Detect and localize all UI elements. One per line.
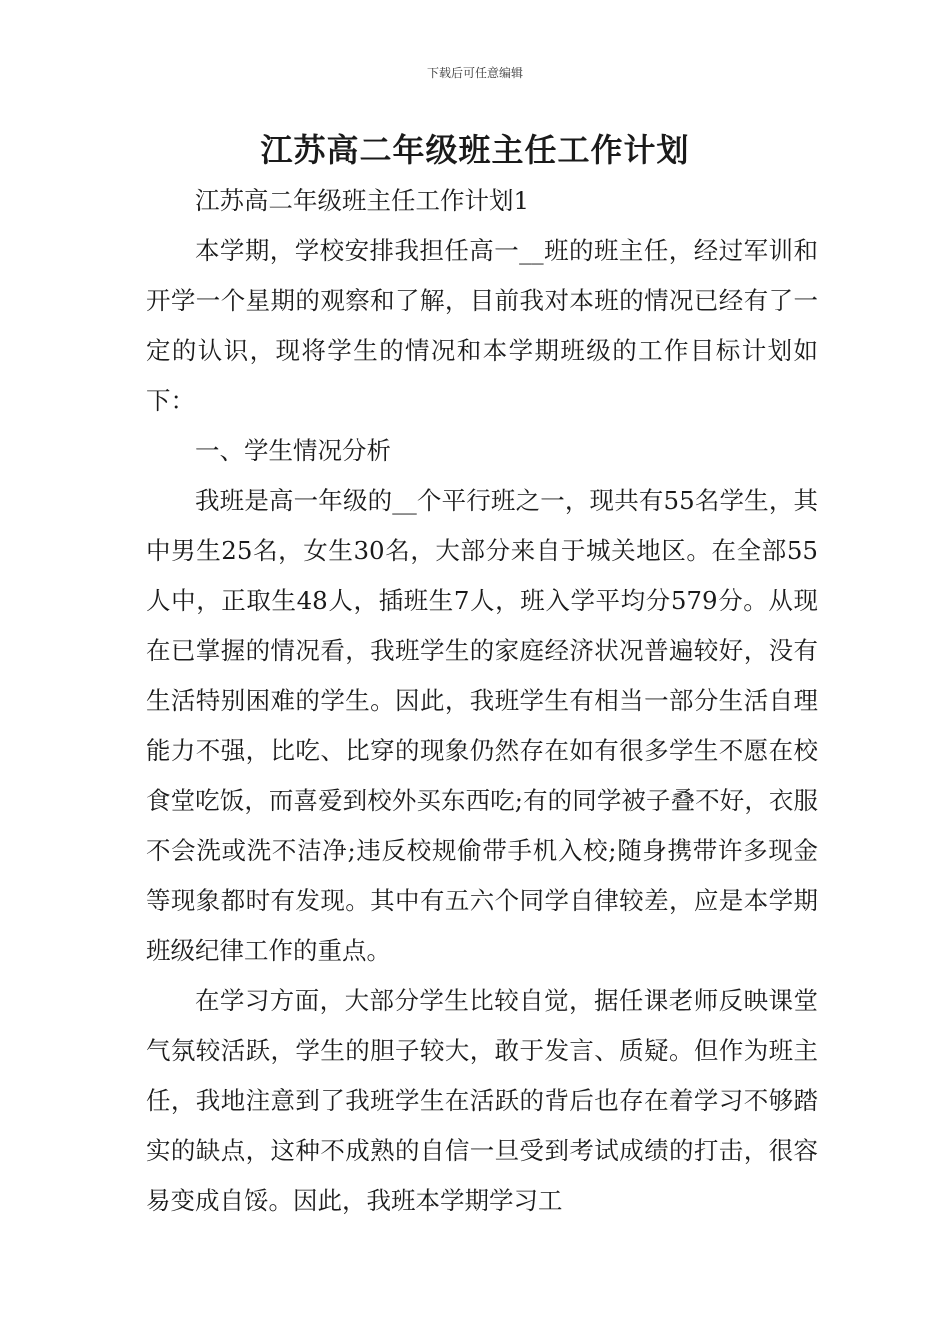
header-note: 下载后可任意编辑 xyxy=(426,66,523,80)
subtitle-paragraph: 江苏高二年级班主任工作计划1 xyxy=(195,186,530,215)
study-situation-paragraph: 在学习方面，大部分学生比较自觉，据任课老师反映课堂气氛较活跃，学生的胆子较大，敢于发言、质疑。但作为班主任，我地注意到了我班学生在活跃的背后也存在着学习不够踏实的缺点，这种不成熟的自信一旦受到考试成绩的打击，很容易变成自馁。因此，我班本学期学习工 xyxy=(146,986,818,1215)
document-title: 江苏高二年级班主任工作计划 xyxy=(260,131,690,169)
document-body xyxy=(146,176,818,1226)
intro-paragraph: 本学期，学校安排我担任高一__班的班主任，经过军训和开学一个星期的观察和了解，目前我对本班的情况已经有了一定的认识，现将学生的情况和本学期班级的工作目标计划如下： xyxy=(146,236,818,415)
class-situation-paragraph: 我班是高一年级的__个平行班之一，现共有55名学生，其中男生25名，女生30名，大部分来自于城关地区。在全部55人中，正取生48人，插班生7人，班入学平均分579分。从现在已掌握的情况看，我班学生的家庭经济状况普遍较好，没有生活特别困难的学生。因此，我班学生有相当一部分生活自理能力不强，比吃、比穿的现象仍然存在如有很多学生不愿在校食堂吃饭，而喜爱到校外买东西吃;有的同学被子叠不好，衣服不会洗或洗不洁净;违反校规偷带手机入校;随身携带许多现金等现象都时有发现。其中有五六个同学自律较差，应是本学期班级纪律工作的重点。 xyxy=(146,486,818,965)
section-heading: 一、学生情况分析 xyxy=(195,436,391,465)
